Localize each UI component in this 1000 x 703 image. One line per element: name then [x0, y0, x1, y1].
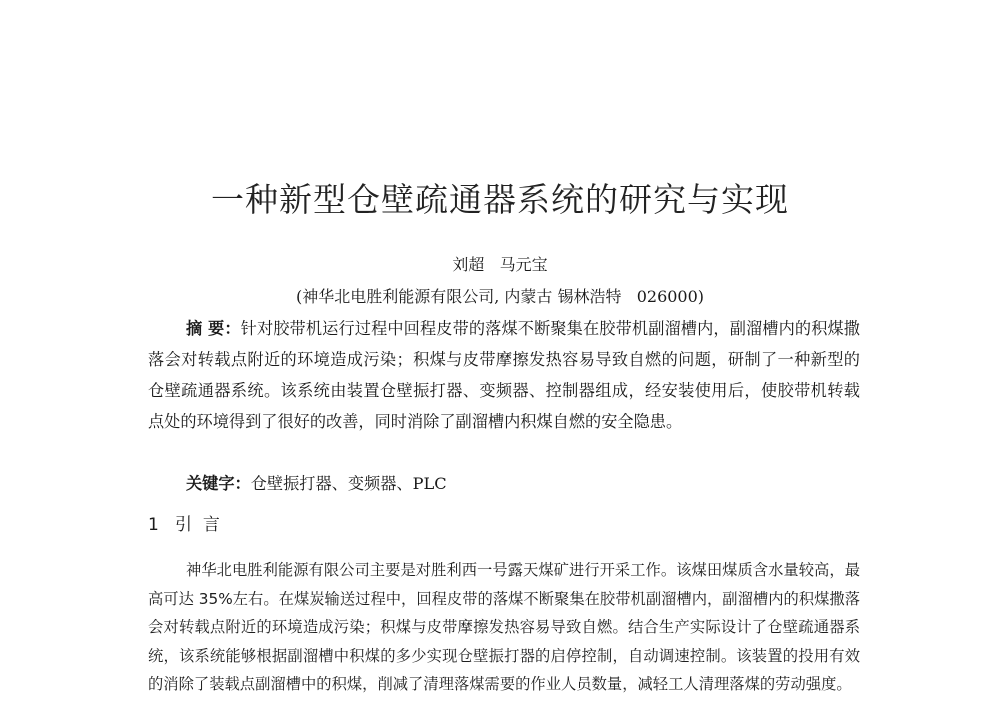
paper-affiliation: (神华北电胜利能源有限公司, 内蒙古 锡林浩特 026000)	[295, 287, 705, 306]
abstract-text: 针对胶带机运行过程中回程皮带的落煤不断聚集在胶带机副溜槽内，副溜槽内的积煤撒落会对转载点附近的环境造成污染；积煤与皮带摩擦发热容易导致自燃的问题，研制了一种新型的仓壁疏通器系统。该系统由装置仓壁振打器、变频器、控制器组成，经安装使用后，使胶带机转载点处的环境得到了很好的改善，同时消除了副溜槽内积煤自燃的安全隐患。	[148, 319, 860, 431]
section-number: 1	[148, 515, 159, 535]
intro-paragraph: 神华北电胜利能源有限公司主要是对胜利西一号露天煤矿进行开采工作。该煤田煤质含水量较高，最高可达 35%左右。在煤炭输送过程中，回程皮带的落煤不断聚集在胶带机副溜槽内，副溜槽内的积煤撒落会对转载点附近的环境造成污染；积煤与皮带摩擦发热容易导致自燃。结合生产实际设计了仓壁疏通器系统，该系统能够根据副溜槽中积煤的多少实现仓壁振打器的启停控制，自动调速控制。该装置的投用有效的消除了装载点副溜槽中的积煤，削减了清理落煤需要的作业人员数量，减轻工人清理落煤的劳动强度。	[148, 561, 860, 693]
paper-authors: 刘超 马元宝	[452, 255, 548, 274]
section-heading-intro	[148, 510, 220, 535]
keywords-line	[186, 468, 447, 499]
keywords-text: 仓壁振打器、变频器、PLC	[250, 474, 447, 493]
abstract-label: 摘 要：	[186, 319, 241, 338]
keywords-label: 关键字：	[186, 474, 251, 493]
abstract-paragraph	[148, 313, 860, 437]
section-title: 引 言	[175, 515, 220, 535]
paper-title: 一种新型仓壁疏通器系统的研究与实现	[211, 180, 789, 219]
